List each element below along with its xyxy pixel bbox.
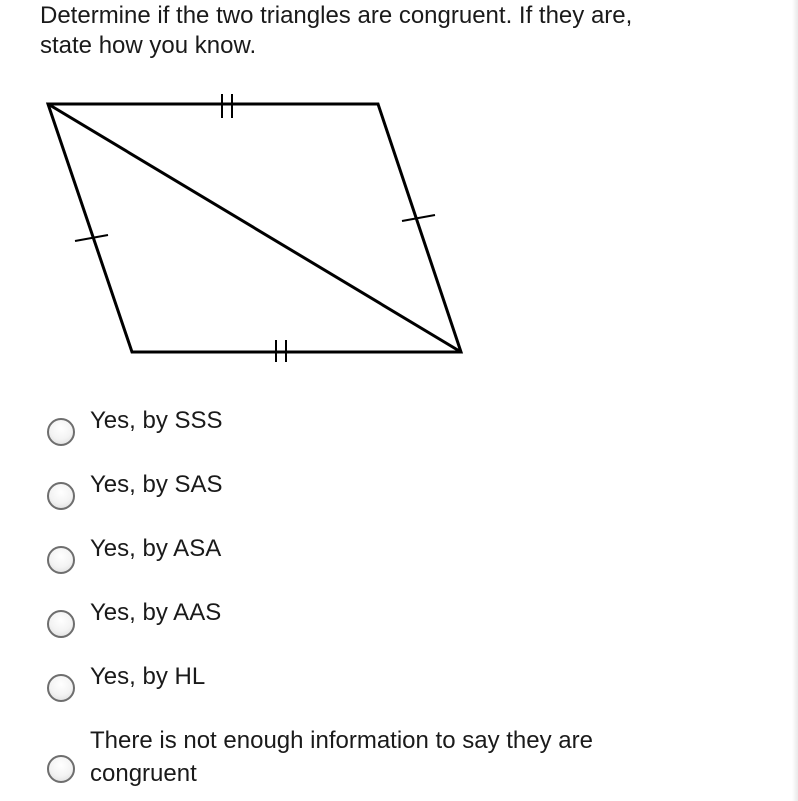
choice-label: Yes, by HL — [90, 663, 206, 690]
choice-label-line-1: There is not enough information to say they are — [90, 727, 593, 754]
radio-button-icon[interactable] — [47, 482, 75, 510]
radio-button-icon[interactable] — [47, 418, 75, 446]
radio-button-icon[interactable] — [47, 674, 75, 702]
radio-button-icon[interactable] — [47, 610, 75, 638]
diagonal-segment — [48, 104, 461, 352]
question-line-2: state how you know. — [40, 32, 257, 59]
parallelogram-diagram — [40, 94, 470, 362]
scroll-edge — [792, 0, 798, 801]
choice-label: Yes, by SAS — [90, 471, 223, 498]
question-text — [40, 1, 740, 61]
choice-label: Yes, by SSS — [90, 407, 223, 434]
triangle-figure — [40, 94, 470, 362]
top-side-double-tick — [222, 94, 232, 118]
right-side-single-tick — [402, 215, 435, 221]
choice-label: Yes, by ASA — [90, 535, 222, 562]
question-line-1: Determine if the two triangles are congruent. If they are, — [40, 2, 633, 29]
radio-button-icon[interactable] — [47, 546, 75, 574]
choice-label: Yes, by AAS — [90, 599, 222, 626]
radio-button-icon[interactable] — [47, 755, 75, 783]
choice-label-line-2: congruent — [90, 760, 197, 787]
